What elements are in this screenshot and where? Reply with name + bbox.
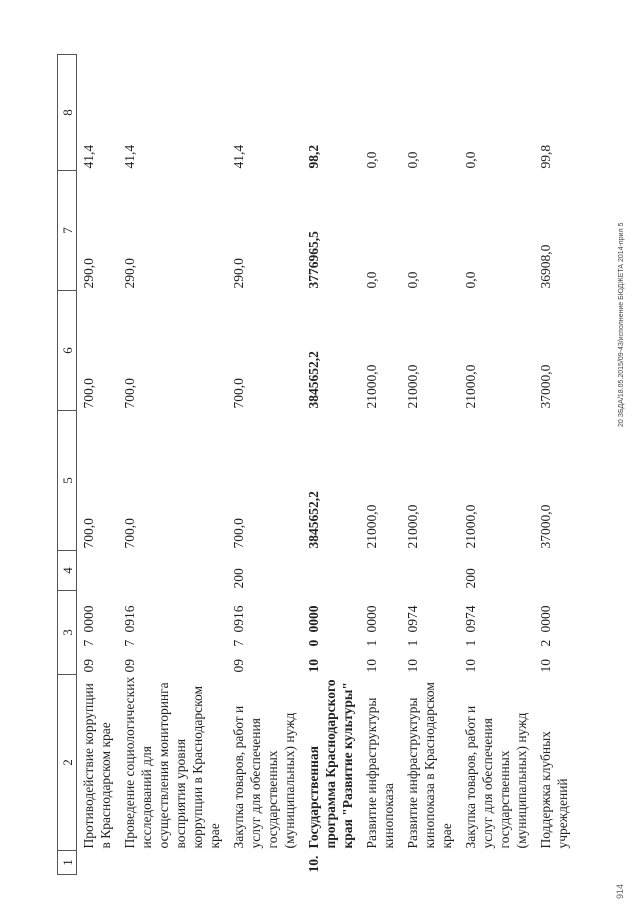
value-col-7: 36908,0 [538,244,553,289]
code-expense-type [534,551,575,591]
value-col-8: 98,2 [306,144,321,169]
value-col-6: 21000,0 [463,364,478,409]
value-col-5: 700,0 [81,518,96,549]
col-header-6: 6 [58,291,77,411]
value-col-7: 290,0 [231,258,246,289]
code-section: 10 [463,659,478,673]
value-col-8: 0,0 [364,151,379,169]
row-name: Закупка товаров, работ и услуг для обеспечения государственных (муниципальных) нужд [231,705,297,849]
value-col-8: 99,8 [538,144,553,169]
code-subsection: 1 [463,639,478,647]
code-section: 09 [81,659,96,673]
value-col-5: 21000,0 [364,504,379,549]
row-number [401,851,459,875]
row-name: Закупка товаров, работ и услуг для обеспечения государственных (муниципальных) нужд [463,705,529,849]
page-number: 914 [615,883,625,899]
code-subsection: 2 [538,639,553,647]
value-col-8: 41,4 [81,144,96,169]
row-number [118,851,227,875]
budget-table [57,54,575,875]
value-col-5: 37000,0 [538,504,553,549]
code-section: 09 [122,659,137,673]
table-row [302,55,360,875]
value-col-7: 0,0 [405,271,420,289]
code-subsection: 0 [306,639,321,647]
code-expense-type [401,551,459,591]
code-section: 10 [538,659,553,673]
code-section: 10 [306,659,321,673]
value-col-5: 21000,0 [463,504,478,549]
code-subsection: 1 [405,639,420,647]
code-target: 0916 [231,605,246,633]
code-subsection: 7 [231,639,246,647]
value-col-6: 3845652,2 [306,351,321,409]
table-row [401,55,459,875]
code-expense-type [302,551,360,591]
row-name: Развитие инфраструктуры кинопоказа в Краснодарском крае [405,682,454,849]
table-row [118,55,227,875]
col-header-8: 8 [58,55,77,171]
code-target: 0974 [405,605,420,633]
row-name: Государственная программа Краснодарского края "Развитие культуры" [306,679,355,849]
code-expense-type [360,551,401,591]
table-row [534,55,575,875]
code-expense-type [118,551,227,591]
row-number [534,851,575,875]
code-target: 0000 [81,605,96,633]
table-row [77,55,119,875]
value-col-8: 0,0 [463,151,478,169]
column-number-header-row [58,55,77,875]
value-col-5: 3845652,2 [306,491,321,549]
value-col-7: 290,0 [81,258,96,289]
value-col-6: 700,0 [231,378,246,409]
col-header-4: 4 [58,551,77,591]
row-number [77,851,119,875]
code-section: 09 [231,659,246,673]
row-name: Поддержка клубных учреждений [538,731,570,849]
code-expense-type [77,551,119,591]
code-target: 0974 [463,605,478,633]
value-col-7: 3776965,5 [306,231,321,289]
value-col-6: 21000,0 [405,364,420,409]
code-target: 0000 [364,605,379,633]
row-number [459,851,534,875]
value-col-5: 700,0 [231,518,246,549]
col-header-2: 2 [58,675,77,851]
value-col-6: 700,0 [122,378,137,409]
table-row [360,55,401,875]
value-col-5: 700,0 [122,518,137,549]
value-col-6: 21000,0 [364,364,379,409]
code-subsection: 1 [364,639,379,647]
value-col-8: 41,4 [122,144,137,169]
row-number: 10. [306,855,321,873]
table-row [227,55,302,875]
code-target: 0916 [122,605,137,633]
value-col-5: 21000,0 [405,504,420,549]
col-header-3: 3 [58,591,77,675]
row-name: Противодействие коррупции в Краснодарском крае [81,683,113,849]
value-col-7: 0,0 [364,271,379,289]
code-section: 10 [405,659,420,673]
col-header-7: 7 [58,171,77,291]
code-section: 10 [364,659,379,673]
value-col-7: 0,0 [463,271,478,289]
code-subsection: 7 [122,639,137,647]
row-name: Развитие инфраструктуры кинопоказа [364,697,396,849]
col-header-5: 5 [58,411,77,551]
row-number [360,851,401,875]
value-col-8: 41,4 [231,144,246,169]
col-header-1: 1 [58,851,77,875]
file-path-note: 20 ЗБДА/18.05.2015/09-43/исполнение БЮДЖЕТА 2014-прил 5 [618,222,625,427]
row-name: Проведение социологических исследований для осуществления мониторинга восприятия уровня коррупции в Краснодарском крае [122,676,222,849]
row-number [227,851,302,875]
table-row [459,55,534,875]
value-col-6: 37000,0 [538,364,553,409]
code-subsection: 7 [81,639,96,647]
value-col-6: 700,0 [81,378,96,409]
value-col-8: 0,0 [405,151,420,169]
code-expense-type: 200 [463,568,478,589]
code-target: 0000 [538,605,553,633]
value-col-7: 290,0 [122,258,137,289]
code-target: 0000 [306,605,321,633]
code-expense-type: 200 [231,568,246,589]
